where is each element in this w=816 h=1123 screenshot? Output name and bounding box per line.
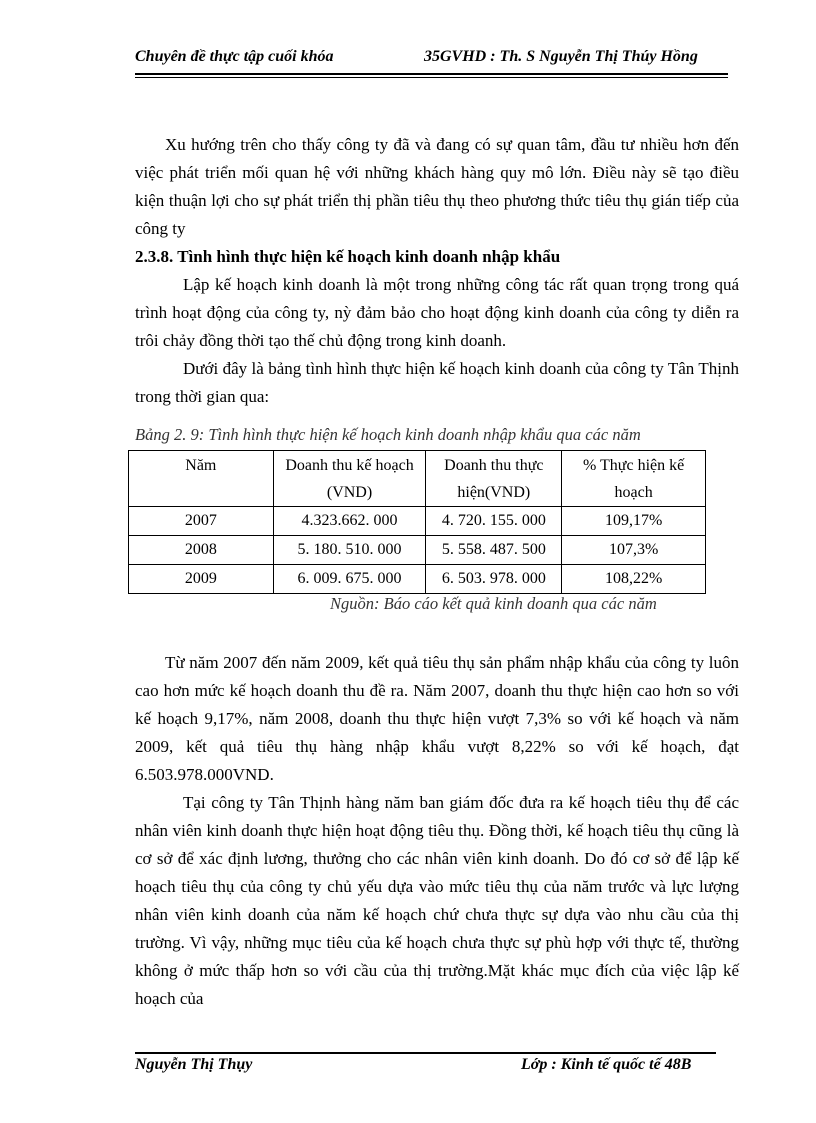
table-header-row [129,451,706,507]
header-completion-percent: % Thực hiện kế hoạch [562,451,706,507]
footer-author: Nguyễn Thị Thụy [135,1056,253,1073]
paragraph-plan-basis: Tại công ty Tân Thịnh hàng năm ban giám đốc đưa ra kế hoạch tiêu thụ để các nhân viên kinh doanh thực hiện hoạt động tiêu thụ. Đồng thời, kế hoạch tiêu thụ cũng là cơ sở để xác định lương, thưởng cho các nhân viên kinh doanh. Do đó cơ sở để lập kế hoạch tiêu thụ của công ty chủ yếu dựa vào mức tiêu thụ của năm trước và lực lượng nhân viên kinh doanh của năm kế hoạch chứ chưa thực sự dựa vào nhu cầu của thị trường. Vì vậy, những mục tiêu của kế hoạch chưa thực sự phù hợp với thực tế, thường không ở mức thấp hơn so với cầu của thị trường.Mặt khác mục đích của việc lập kế hoạch của [135,793,739,1008]
header-rule [135,73,728,75]
header-year: Năm [129,451,274,507]
table-row [129,536,706,565]
header-title: Chuyên đề thực tập cuối khóa [135,48,334,65]
section-heading: 2.3.8. Tình hình thực hiện kế hoạch kinh doanh nhập khẩu [135,247,561,266]
cell-percent: 108,22% [562,565,706,594]
cell-planned: 5. 180. 510. 000 [273,536,426,565]
cell-year: 2008 [129,536,274,565]
header-actual-revenue: Doanh thu thực hiện(VND) [426,451,562,507]
footer-class: Lớp : Kinh tế quốc tế 48B [521,1056,692,1073]
business-plan-table [128,450,706,594]
cell-percent: 107,3% [562,536,706,565]
paragraph-table-intro: Dưới đây là bảng tình hình thực hiện kế hoạch kinh doanh của công ty Tân Thịnh trong thời gian qua: [135,359,739,406]
cell-actual: 6. 503. 978. 000 [426,565,562,594]
cell-year: 2007 [129,507,274,536]
cell-planned: 4.323.662. 000 [273,507,426,536]
table-row [129,507,706,536]
footer-rule [135,1052,716,1054]
paragraph-planning: Lập kế hoạch kinh doanh là một trong những công tác rất quan trọng trong quá trình hoạt động của công ty, nỳ đảm bảo cho hoạt động kinh doanh của công ty diễn ra trôi chảy đồng thời tạo thế chủ động trong kinh doanh. [135,275,739,350]
header-rule-thin [135,77,728,78]
header-planned-revenue: Doanh thu kế hoạch (VND) [273,451,426,507]
section-body-top [135,131,739,411]
table-row [129,565,706,594]
cell-actual: 4. 720. 155. 000 [426,507,562,536]
table-caption: Bảng 2. 9: Tình hình thực hiện kế hoạch kinh doanh nhập khẩu qua các năm [135,425,641,444]
table-source: Nguồn: Báo cáo kết quả kinh doanh qua các năm [330,594,657,613]
section-body-bottom [135,649,739,1013]
header-supervisor: 35GVHD : Th. S Nguyễn Thị Thúy Hồng [424,48,698,65]
cell-actual: 5. 558. 487. 500 [426,536,562,565]
cell-percent: 109,17% [562,507,706,536]
paragraph-results: Từ năm 2007 đến năm 2009, kết quả tiêu thụ sản phẩm nhập khẩu của công ty luôn cao hơn mức kế hoạch doanh thu đề ra. Năm 2007, doanh thu thực hiện cao hơn so với kế hoạch 9,17%, năm 2008, doanh thu thực hiện vượt 7,3% so với kế hoạch và năm 2009, kết quả tiêu thụ hàng nhập khẩu vượt 8,22% so với kế hoạch, đạt 6.503.978.000VND. [135,653,739,784]
paragraph-trend: Xu hướng trên cho thấy công ty đã và đang có sự quan tâm, đầu tư nhiều hơn đến việc phát triển mối quan hệ với những khách hàng quy mô lớn. Điều này sẽ tạo điều kiện thuận lợi cho sự phát triển thị phần tiêu thụ theo phương thức tiêu thụ gián tiếp của công ty [135,135,739,238]
cell-year: 2009 [129,565,274,594]
cell-planned: 6. 009. 675. 000 [273,565,426,594]
